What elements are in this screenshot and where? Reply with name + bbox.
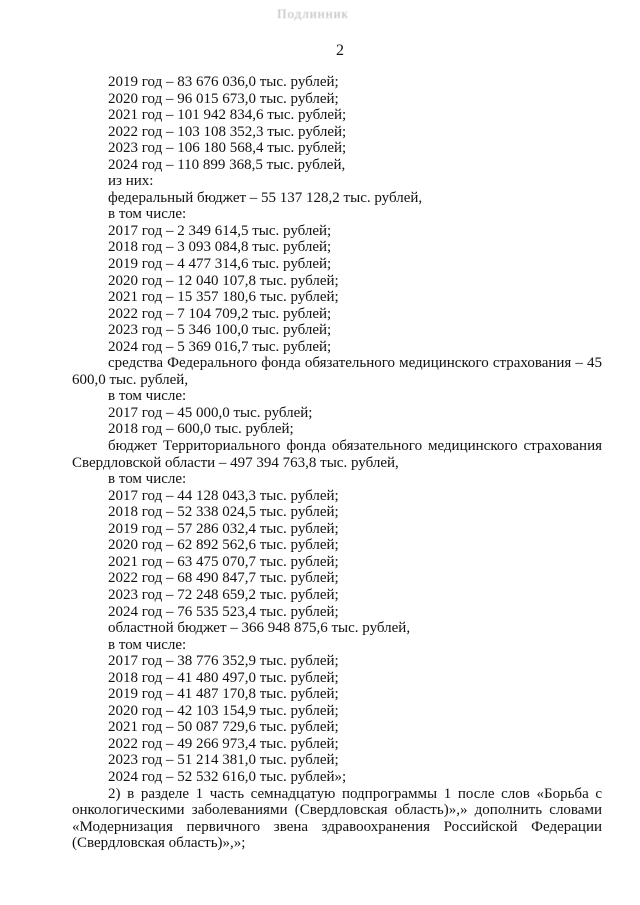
page-number: 2	[336, 42, 344, 59]
paragraph-tfoms: бюджет Территориального фонда обязательного медицинского страхования Свердловской области – 497 394 763,8 тыс. рублей,	[72, 438, 602, 471]
text-line: 2024 год – 110 899 368,5 тыс. рублей,	[108, 156, 346, 173]
text-line: 2017 год – 44 128 043,3 тыс. рублей;	[108, 487, 339, 504]
text-line: в том числе:	[108, 471, 187, 488]
text-line: 2020 год – 96 015 673,0 тыс. рублей;	[108, 90, 339, 107]
text-line: 2018 год – 52 338 024,5 тыс. рублей;	[108, 504, 339, 521]
text-line: 2020 год – 62 892 562,6 тыс. рублей;	[108, 537, 339, 554]
paragraph-ffoms: средства Федерального фонда обязательного медицинского страхования – 45 600,0 тыс. рублей,	[72, 355, 602, 388]
text-line: 2023 год – 51 214 381,0 тыс. рублей;	[108, 752, 339, 769]
text-line: 2017 год – 2 349 614,5 тыс. рублей;	[108, 222, 332, 239]
text-line: 2018 год – 41 480 497,0 тыс. рублей;	[108, 669, 339, 686]
text-line: в том числе:	[108, 388, 187, 405]
text-line: 2021 год – 63 475 070,7 тыс. рублей;	[108, 553, 339, 570]
text-line: 2023 год – 5 346 100,0 тыс. рублей;	[108, 322, 332, 339]
text-line: 2020 год – 12 040 107,8 тыс. рублей;	[108, 272, 339, 289]
text-line: 2018 год – 3 093 084,8 тыс. рублей;	[108, 239, 332, 256]
text-line: 2023 год – 72 248 659,2 тыс. рублей;	[108, 586, 339, 603]
document-body	[72, 74, 602, 852]
text-line: 2019 год – 41 487 170,8 тыс. рублей;	[108, 686, 339, 703]
text-line: 2021 год – 15 357 180,6 тыс. рублей;	[108, 289, 339, 306]
text-line: 2022 год – 68 490 847,7 тыс. рублей;	[108, 570, 339, 587]
text-line: 2019 год – 57 286 032,4 тыс. рублей;	[108, 520, 339, 537]
text-line: федеральный бюджет – 55 137 128,2 тыс. рублей,	[108, 189, 423, 206]
text-line: 2021 год – 101 942 834,6 тыс. рублей;	[108, 107, 347, 124]
text-line: 2024 год – 52 532 616,0 тыс. рублей»;	[108, 768, 347, 785]
text-line: 2017 год – 45 000,0 тыс. рублей;	[108, 404, 313, 421]
text-line: 2019 год – 83 676 036,0 тыс. рублей;	[108, 74, 339, 90]
text-line: 2024 год – 76 535 523,4 тыс. рублей;	[108, 603, 339, 620]
text-line: 2022 год – 103 108 352,3 тыс. рублей;	[108, 123, 347, 140]
text-line: из них:	[108, 173, 154, 190]
text-line: 2017 год – 38 776 352,9 тыс. рублей;	[108, 653, 339, 670]
text-line: в том числе:	[108, 206, 187, 223]
text-line: 2024 год – 5 369 016,7 тыс. рублей;	[108, 338, 332, 355]
text-line: в том числе:	[108, 636, 187, 653]
text-line: 2018 год – 600,0 тыс. рублей;	[108, 421, 294, 438]
paragraph-final: 2) в разделе 1 часть семнадцатую подпрограммы 1 после слов «Борьба с онкологическими заболеваниями (Свердловская область)»,» дополнить словами «Модернизация первичного звена здравоохранения Российской Федерации (Свердловская область)»,»;	[72, 785, 602, 852]
text-line: 2022 год – 49 266 973,4 тыс. рублей;	[108, 735, 339, 752]
text-line: 2021 год – 50 087 729,6 тыс. рублей;	[108, 719, 339, 736]
text-line: 2023 год – 106 180 568,4 тыс. рублей;	[108, 140, 347, 157]
text-line: областной бюджет – 366 948 875,6 тыс. рублей,	[108, 620, 411, 637]
text-line: 2020 год – 42 103 154,9 тыс. рублей;	[108, 702, 339, 719]
text-line: 2022 год – 7 104 709,2 тыс. рублей;	[108, 305, 332, 322]
text-line: 2019 год – 4 477 314,6 тыс. рублей;	[108, 256, 332, 273]
faded-stamp: Подлинник	[277, 6, 349, 21]
